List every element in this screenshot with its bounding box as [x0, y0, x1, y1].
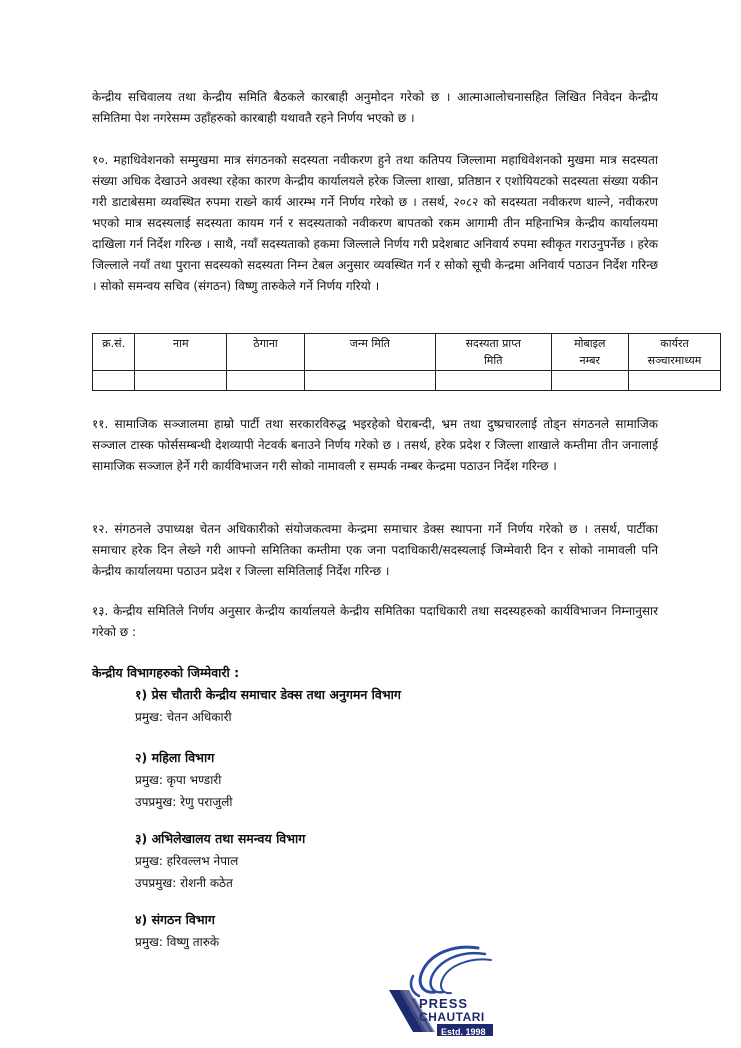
department-deputy-chief: उपप्रमुख: रेणु पराजुली [135, 795, 233, 809]
logo-established: Estd. 1998 [441, 1027, 486, 1037]
department-chief: प्रमुख: चेतन अधिकारी [135, 710, 232, 724]
department-title: ३) अभिलेखालय तथा समन्वय विभाग [135, 831, 306, 846]
col-address: ठेगाना [227, 334, 304, 371]
department-chief: प्रमुख: हरिवल्लभ नेपाल [135, 854, 239, 868]
department-title: २) महिला विभाग [135, 750, 215, 765]
department-women [135, 747, 232, 813]
col-membership-date: सदस्यता प्राप्त मिति [435, 334, 551, 371]
departments-heading: केन्द्रीय विभागहरुको जिम्मेवारी : [92, 665, 240, 680]
col-serial: क्र.सं. [93, 334, 135, 371]
table-cell [551, 371, 628, 391]
paragraph-12-news-desk: १२. संगठनले उपाध्यक्ष चेतन अधिकारीको संयोजकत्वमा केन्द्रमा समाचार डेक्स स्थापना गर्ने निर्णय गरेको छ । तसर्थ, पार्टीका समाचार हरेक दिन लेख्ने गरी आफ्नो समितिका कम्तीमा एक जना पदाधिकारी/सदस्यलाई जिम्मेवारी दिन र सोको नामावली पनि केन्द्रीय कार्यालयमा पठाउन प्रदेश र जिल्ला समितिलाई निर्देश गरिन्छ । [92, 522, 658, 578]
department-title: १) प्रेस चौतारी केन्द्रीय समाचार डेक्स तथा अनुगमन विभाग [135, 687, 401, 702]
paragraph-10-membership: १०. महाधिवेशनको सम्मुखमा मात्र संगठनको सदस्यता नवीकरण हुने तथा कतिपय जिल्लामा महाधिवेशनको मुखमा मात्र सदस्यता संख्या अधिक देखाउने अवस्था रहेका कारण केन्द्रीय कार्यालयले हरेक जिल्ला शाखा, प्रतिष्ठान र एशोयियटको सदस्यता संख्या यकीन गरी डाटाबेसमा व्यवस्थित रुपमा राख्ने कार्य आरम्भ गर्ने निर्णय गरेको छ । तसर्थ, २०८२ को सदस्यता नवीकरण थाल्ने, नवीकरण भएको मात्र सदस्यलाई सदस्यता कायम गर्न र सदस्यताको नवीकरण बापतको रकम आगामी तीन महिनाभित्र केन्द्रीय कार्यालयमा दाखिला गर्न निर्देश गरिन्छ । साथै, नयाँ सदस्यताको हकमा जिल्लाले निर्णय गरी प्रदेशबाट अनिवार्य रुपमा स्वीकृत गराउनुपर्नेछ । हरेक जिल्लाले नयाँ तथा पुराना सदस्यको सदस्यता निम्न टेबल अनुसार व्यवस्थित गर्न र सोको सूची केन्द्रमा अनिवार्य पठाउन निर्देश गरिन्छ । सोको समन्वय सचिव (संगठन) विष्णु तारुकेले गर्ने निर्णय गरियो । [92, 153, 658, 293]
department-archive [135, 828, 305, 894]
department-chief: प्रमुख: कृपा भण्डारी [135, 773, 222, 787]
paragraph-13-division: १३. केन्द्रीय समितिले निर्णय अनुसार केन्द्रीय कार्यालयले केन्द्रीय समितिका पदाधिकारी तथा सदस्यहरुको कार्यविभाजन निम्नानुसार गरेको छ : [92, 604, 658, 639]
col-dob: जन्म मिति [304, 334, 435, 371]
table-cell [629, 371, 721, 391]
membership-table [92, 333, 721, 391]
col-mobile: मोबाइल नम्बर [551, 334, 628, 371]
department-deputy-chief: उपप्रमुख: रोशनी कठेत [135, 876, 233, 890]
table-cell [93, 371, 135, 391]
department-title: ४) संगठन विभाग [135, 912, 215, 927]
logo-text-press: PRESS [419, 996, 469, 1011]
col-name: नाम [135, 334, 227, 371]
table-cell [435, 371, 551, 391]
department-chief: प्रमुख: विष्णु तारुके [135, 935, 220, 949]
department-news-desk [135, 684, 401, 728]
department-organization [135, 909, 219, 953]
table-row [93, 371, 721, 391]
col-media: कार्यरत सञ्चारमाध्यम [629, 334, 721, 371]
table-header-row [93, 334, 721, 371]
logo-text-chautari: CHAUTARI [419, 1010, 485, 1024]
paragraph-disciplinary: केन्द्रीय सचिवालय तथा केन्द्रीय समिति बैठकले कारबाही अनुमोदन गरेको छ । आत्माआलोचनासहित लिखित निवेदन केन्द्रीय समितिमा पेश नगरेसम्म उहाँहरुको कारबाही यथावतै रहने निर्णय भएको छ । [92, 90, 658, 125]
paragraph-11-social-media: ११. सामाजिक सञ्जालमा हाम्रो पार्टी तथा सरकारविरुद्ध भइरहेको घेराबन्दी, भ्रम तथा दुष्प्रचारलाई तोड्न संगठनले सामाजिक सञ्जाल टास्क फोर्ससम्बन्धी देशव्यापी नेटवर्क बनाउने निर्णय गरेको छ । तसर्थ, हरेक प्रदेश र जिल्ला शाखाले कम्तीमा तीन जनालाई सामाजिक सञ्जाल हेर्ने गरी कार्यविभाजन गरी सोको नामावली र सम्पर्क नम्बर केन्द्रमा पठाउन निर्देश गरिन्छ । [92, 417, 658, 473]
table-cell [227, 371, 304, 391]
table-cell [135, 371, 227, 391]
table-cell [304, 371, 435, 391]
